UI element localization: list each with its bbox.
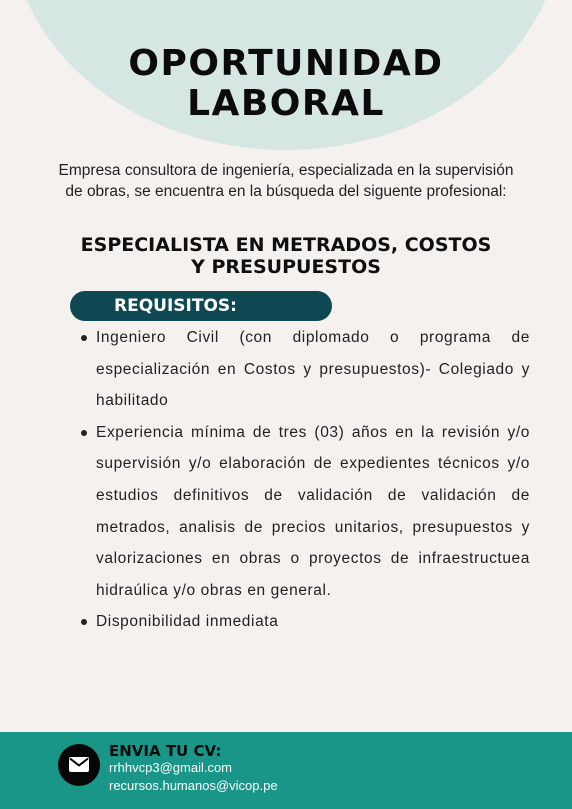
footer-title: ENVIA TU CV: <box>109 742 222 760</box>
email-link-primary[interactable]: rrhhvcp3@gmail.com <box>109 760 233 775</box>
bullet-icon <box>81 430 87 436</box>
bullet-icon <box>81 335 87 341</box>
page-title <box>0 44 572 124</box>
bullet-icon <box>81 619 87 625</box>
title-line-1: OPORTUNIDAD <box>128 43 444 84</box>
position-line-2: Y PRESUPUESTOS <box>191 256 381 278</box>
requirement-item <box>78 417 530 607</box>
requirements-list <box>78 322 530 638</box>
requirement-text: Disponibilidad inmediata <box>96 613 279 631</box>
title-line-2: LABORAL <box>187 83 385 124</box>
requirement-item <box>78 606 530 638</box>
position-line-1: ESPECIALISTA EN METRADOS, COSTOS <box>80 234 492 256</box>
position-title <box>60 234 512 278</box>
requirement-item <box>78 322 530 417</box>
requirement-text: Ingeniero Civil (con diplomado o programa de especialización en Costos y presupuestos)- Colegiado y habilitado <box>96 329 530 410</box>
email-link-secondary[interactable]: recursos.humanos@vicop.pe <box>109 778 278 793</box>
requirements-label: REQUISITOS: <box>70 291 332 321</box>
intro-text: Empresa consultora de ingeniería, especializada en la supervisión de obras, se encuentra en la búsqueda del siguente profesional: <box>58 162 514 200</box>
mail-icon <box>58 744 100 786</box>
contact-footer <box>0 732 572 809</box>
requirement-text: Experiencia mínima de tres (03) años en la revisión y/o supervisión y/o elaboración de expedientes técnicos y/o estudios definitivos de validación de validación de metrados, analisis de precios unitarios, presupuestos y valorizaciones en obras o proyectos de infraestructuea hidraúlica y/o obras en general. <box>96 423 530 599</box>
